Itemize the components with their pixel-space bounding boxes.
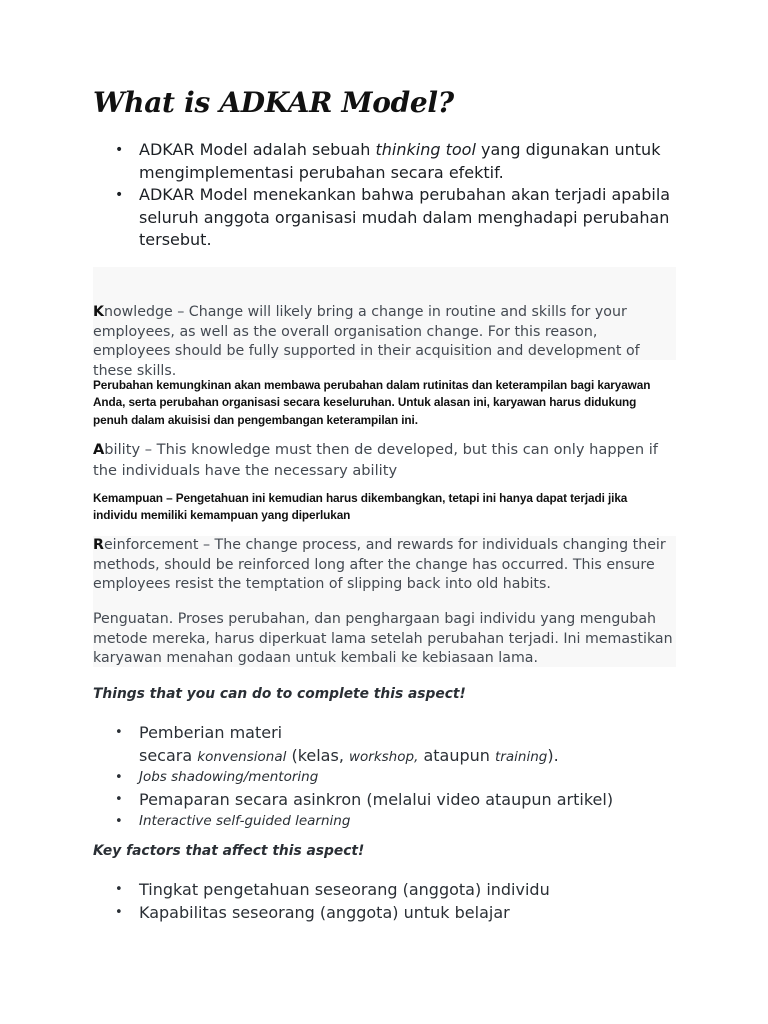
things-heading: Things that you can do to complete this aspect! xyxy=(93,686,466,702)
knowledge-translation: Perubahan kemungkinan akan membawa perubahan dalam rutinitas dan keterampilan bagi karyawan Anda, serta perubahan organisasi secara keseluruhan. Untuk alasan ini, karyawan harus didukung penuh dalam akuisisi dan pengembangan keterampilan ini. xyxy=(93,378,651,427)
reinforcement-initial: R xyxy=(93,537,104,553)
things-list xyxy=(139,722,613,831)
intro-item: • ADKAR Model menekankan bahwa perubahan akan terjadi apabila seluruh anggota organisasi mudah dalam menghadapi perubahan tersebut. xyxy=(139,184,699,252)
intro-list xyxy=(139,139,699,252)
knowledge-initial: K xyxy=(93,304,104,320)
reinforcement-translation: Penguatan. Proses perubahan, dan penghargaan bagi individu yang mengubah metode mereka, harus diperkuat lama setelah perubahan terjadi. Ini memastikan karyawan menahan godaan untuk kembali ke kebiasaan lama. xyxy=(93,611,673,666)
ability-paragraph: Ability – This knowledge must then de developed, but this can only happen if the individuals have the necessary ability xyxy=(93,441,658,479)
things-item: • Jobs shadowing/mentoring xyxy=(139,768,613,787)
page-title: What is ADKAR Model? xyxy=(93,86,454,119)
factors-heading: Key factors that affect this aspect! xyxy=(93,843,365,859)
ability-initial: A xyxy=(93,441,105,458)
intro-item: • ADKAR Model adalah sebuah thinking tool yang digunakan untuk mengimplementasi perubahan secara efektif. xyxy=(139,139,699,184)
factors-list xyxy=(139,879,550,924)
factors-item: • Kapabilitas seseorang (anggota) untuk belajar xyxy=(139,902,550,925)
things-item: • Interactive self-guided learning xyxy=(139,812,613,831)
ability-translation: Kemampuan – Pengetahuan ini kemudian harus dikembangkan, tetapi ini hanya dapat terjadi jika individu memiliki kemampuan yang diperlukan xyxy=(93,491,628,523)
knowledge-paragraph: Knowledge – Change will likely bring a change in routine and skills for your employees, as well as the overall organisation change. For this reason, employees should be fully supported in their acquisition and development of these skills. xyxy=(93,304,640,379)
things-item: • Pemaparan secara asinkron (melalui video ataupun artikel) xyxy=(139,789,613,812)
factors-item: • Tingkat pengetahuan seseorang (anggota) individu xyxy=(139,879,550,902)
reinforcement-paragraph: Reinforcement – The change process, and rewards for individuals changing their methods, should be reinforced long after the change has occurred. This ensure employees resist the temptation of slipping back into old habits. xyxy=(93,537,666,592)
things-item: • Pemberian materi secara konvensional (kelas, workshop, ataupun training). xyxy=(139,722,613,768)
